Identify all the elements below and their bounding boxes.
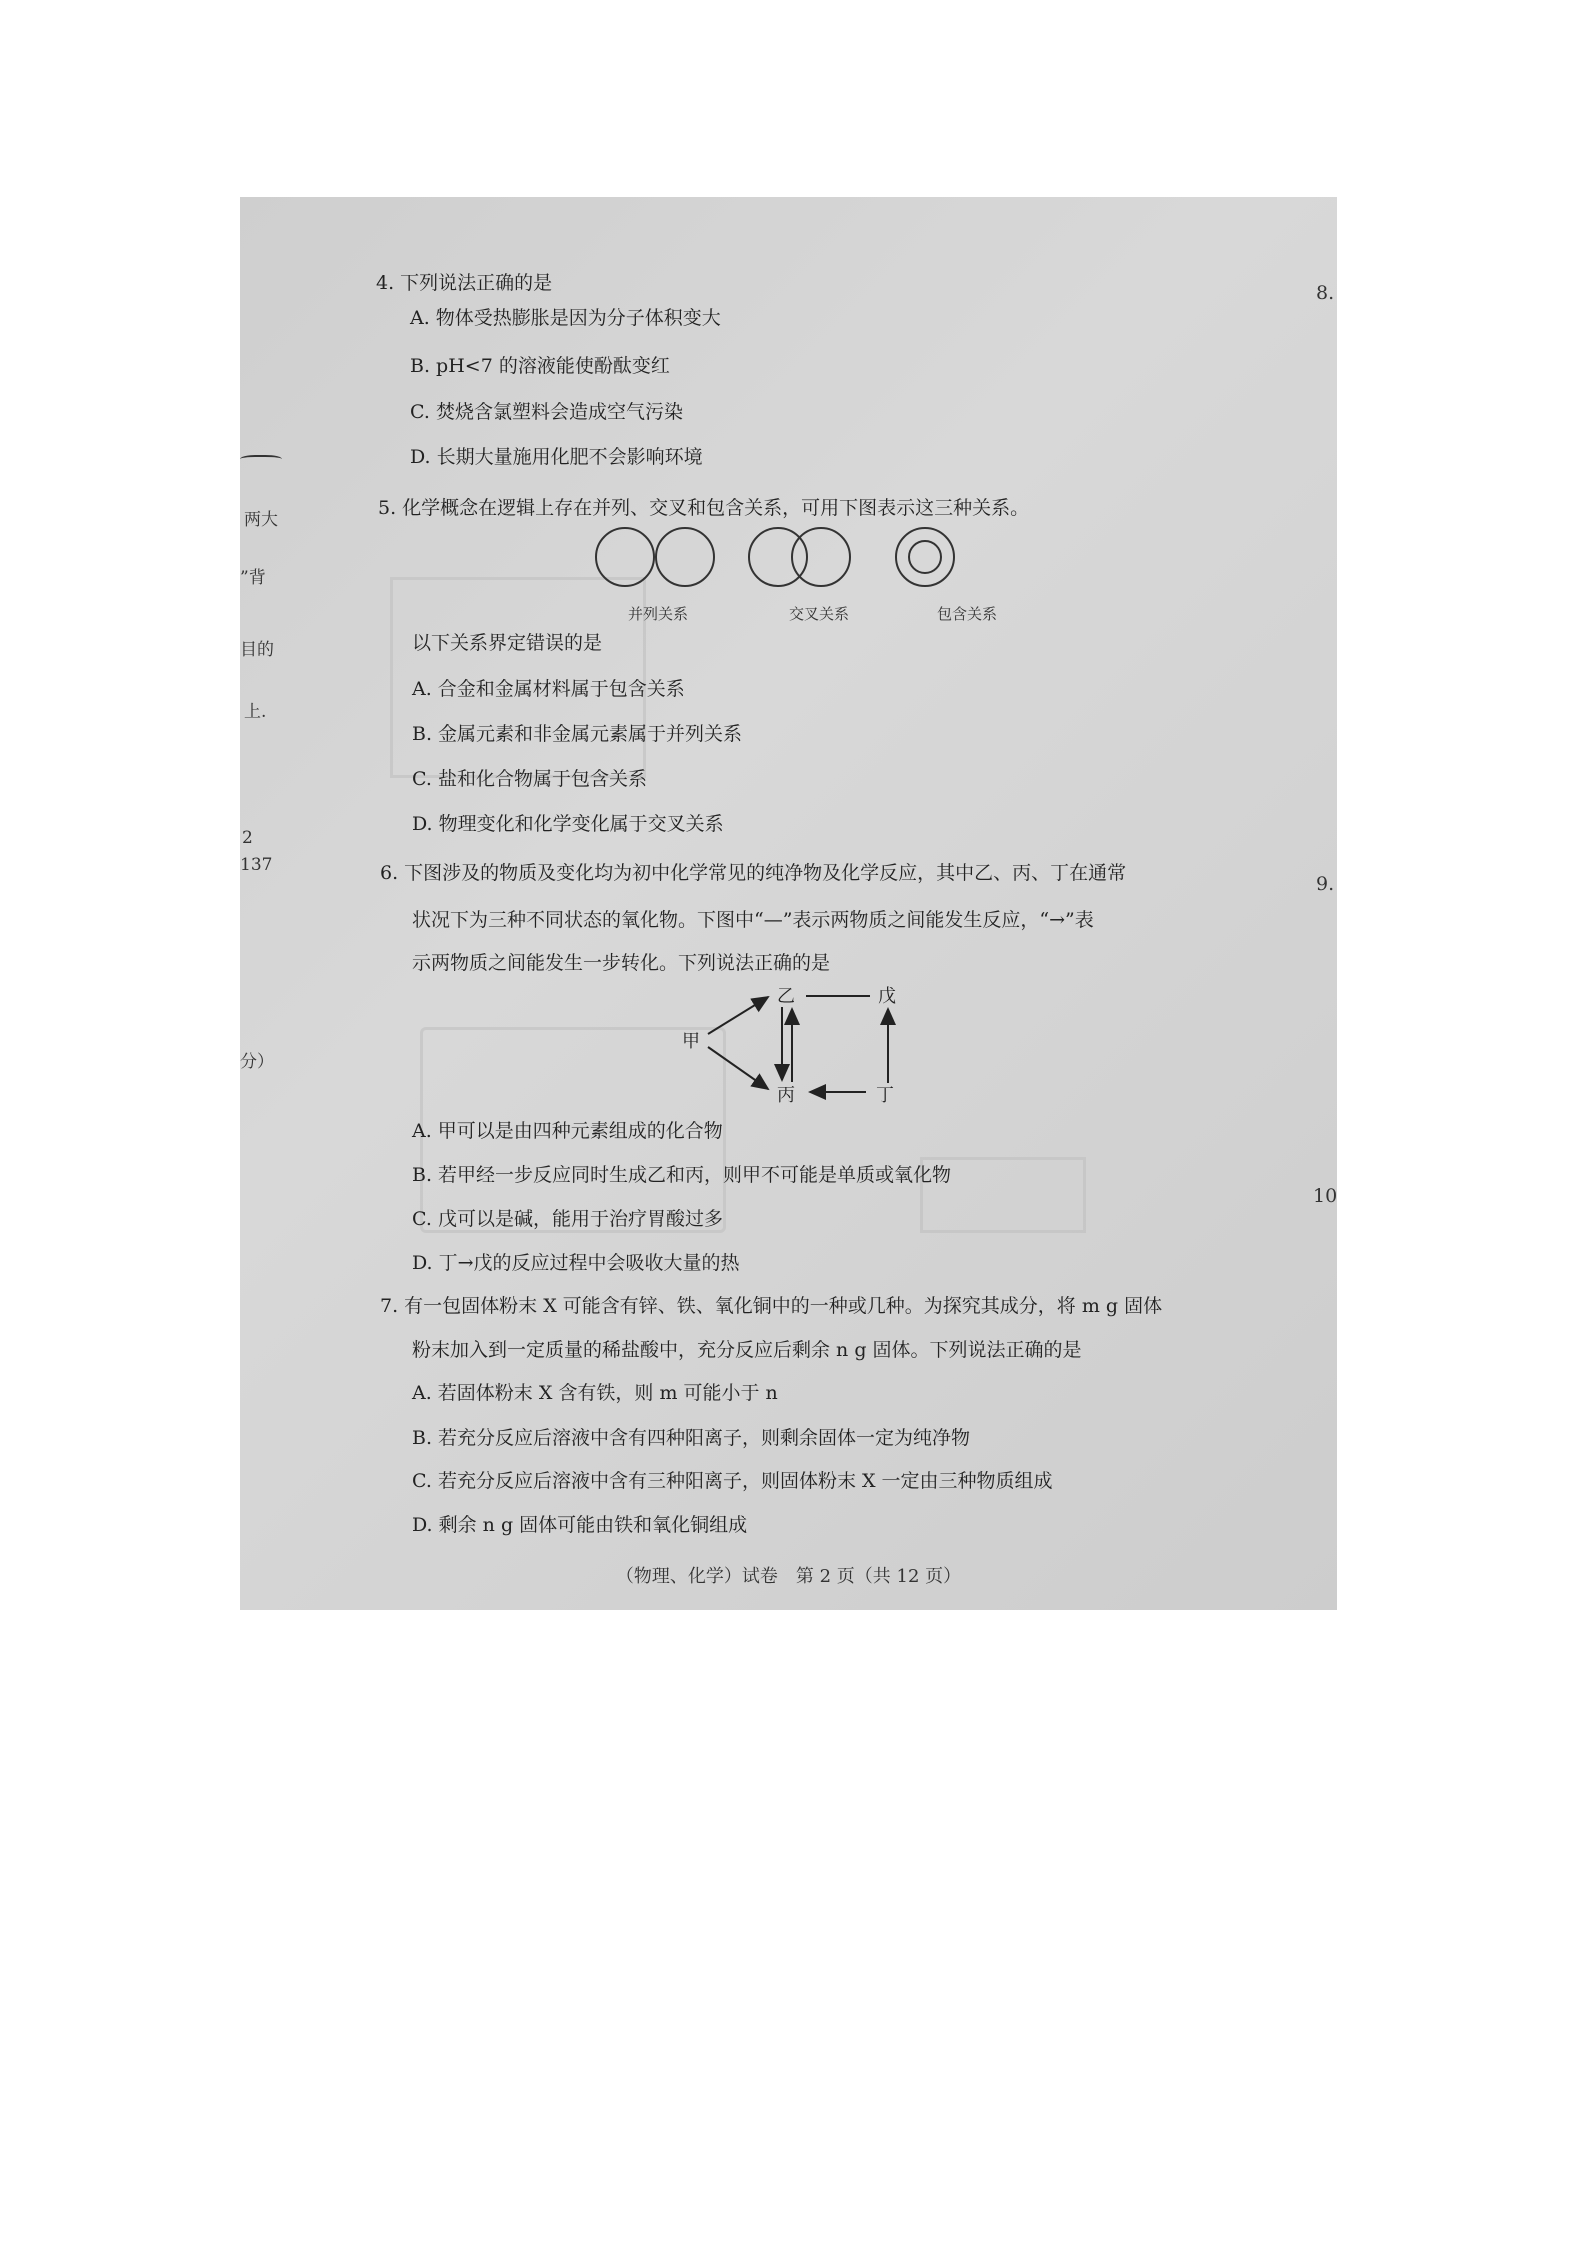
margin-fragment: 137 — [240, 855, 273, 875]
arrow-jia-to-yi — [708, 997, 768, 1034]
venn-diagrams — [595, 522, 995, 602]
margin-fragment: ”背 — [240, 568, 266, 588]
venn-label-intersect: 交叉关系 — [789, 605, 850, 623]
question-5-option-a: A. 合金和金属材料属于包含关系 — [412, 678, 685, 700]
question-6-option-c: C. 戊可以是碱，能用于治疗胃酸过多 — [412, 1208, 723, 1230]
venn-contain — [896, 528, 954, 586]
question-6-option-b: B. 若甲经一步反应同时生成乙和丙，则甲不可能是单质或氧化物 — [412, 1164, 952, 1186]
question-4-option-a: A. 物体受热膨胀是因为分子体积变大 — [410, 307, 721, 329]
margin-fragment: 2 — [242, 828, 253, 848]
question-4-option-c: C. 焚烧含氯塑料会造成空气污染 — [410, 401, 683, 423]
question-6-option-a: A. 甲可以是由四种元素组成的化合物 — [412, 1120, 723, 1142]
margin-number: 10 — [1313, 1185, 1337, 1207]
question-5-stem: 5. 化学概念在逻辑上存在并列、交叉和包含关系，可用下图表示这三种关系。 — [378, 497, 1030, 519]
question-6-option-d: D. 丁→戊的反应过程中会吸收大量的热 — [412, 1252, 740, 1274]
node-yi: 乙 — [777, 986, 795, 1007]
question-5-option-d: D. 物理变化和化学变化属于交叉关系 — [412, 813, 724, 835]
reaction-diagram — [680, 979, 920, 1104]
question-7-stem-line-1: 7. 有一包固体粉末 X 可能含有锌、铁、氧化铜中的一种或几种。为探究其成分，将 m g 固体 — [380, 1295, 1163, 1317]
question-6-stem-line-3: 示两物质之间能发生一步转化。下列说法正确的是 — [412, 952, 831, 974]
question-7-option-a: A. 若固体粉末 X 含有铁，则 m 可能小于 n — [412, 1382, 778, 1404]
question-4-option-d: D. 长期大量施用化肥不会影响环境 — [410, 446, 703, 468]
node-ding: 丁 — [876, 1085, 894, 1104]
arrow-jia-to-bing — [708, 1047, 768, 1089]
question-5-option-c: C. 盐和化合物属于包含关系 — [412, 768, 647, 790]
question-7-option-b: B. 若充分反应后溶液中含有四种阳离子，则剩余固体一定为纯净物 — [412, 1427, 971, 1449]
margin-fragment: 两大 — [244, 510, 278, 530]
node-wu: 戊 — [878, 986, 896, 1007]
venn-label-parallel: 并列关系 — [628, 605, 689, 623]
node-bing: 丙 — [777, 1085, 795, 1104]
page-footer: （物理、化学）试卷 第 2 页（共 12 页） — [615, 1566, 962, 1587]
margin-number: 8. — [1316, 282, 1335, 304]
question-4-option-b: B. pH<7 的溶液能使酚酞变红 — [410, 355, 670, 377]
question-7-stem-line-2: 粉末加入到一定质量的稀盐酸中，充分反应后剩余 n g 固体。下列说法正确的是 — [412, 1339, 1082, 1361]
scanned-page-photo — [240, 197, 1337, 1610]
margin-fragment: 上. — [244, 702, 267, 722]
venn-parallel — [596, 528, 714, 586]
margin-fragment: 分） — [240, 1052, 274, 1072]
margin-fragment: 目的 — [240, 640, 274, 660]
question-7-option-d: D. 剩余 n g 固体可能由铁和氧化铜组成 — [412, 1514, 748, 1536]
question-6-stem-line-2: 状况下为三种不同状态的氧化物。下图中“—”表示两物质之间能发生反应，“→”表 — [412, 909, 1094, 931]
venn-label-contain: 包含关系 — [937, 605, 998, 623]
margin-number: 9. — [1316, 873, 1335, 895]
question-7-option-c: C. 若充分反应后溶液中含有三种阳离子，则固体粉末 X 一定由三种物质组成 — [412, 1470, 1053, 1492]
node-jia: 甲 — [682, 1031, 700, 1052]
question-6-stem-line-1: 6. 下图涉及的物质及变化均为初中化学常见的纯净物及化学反应，其中乙、丙、丁在通常 — [380, 862, 1127, 884]
question-5-option-b: B. 金属元素和非金属元素属于并列关系 — [412, 723, 743, 745]
question-5-substem: 以下关系界定错误的是 — [412, 632, 603, 654]
question-4-stem: 4. 下列说法正确的是 — [376, 272, 553, 294]
venn-intersect — [749, 528, 850, 586]
margin-curve — [240, 455, 282, 465]
